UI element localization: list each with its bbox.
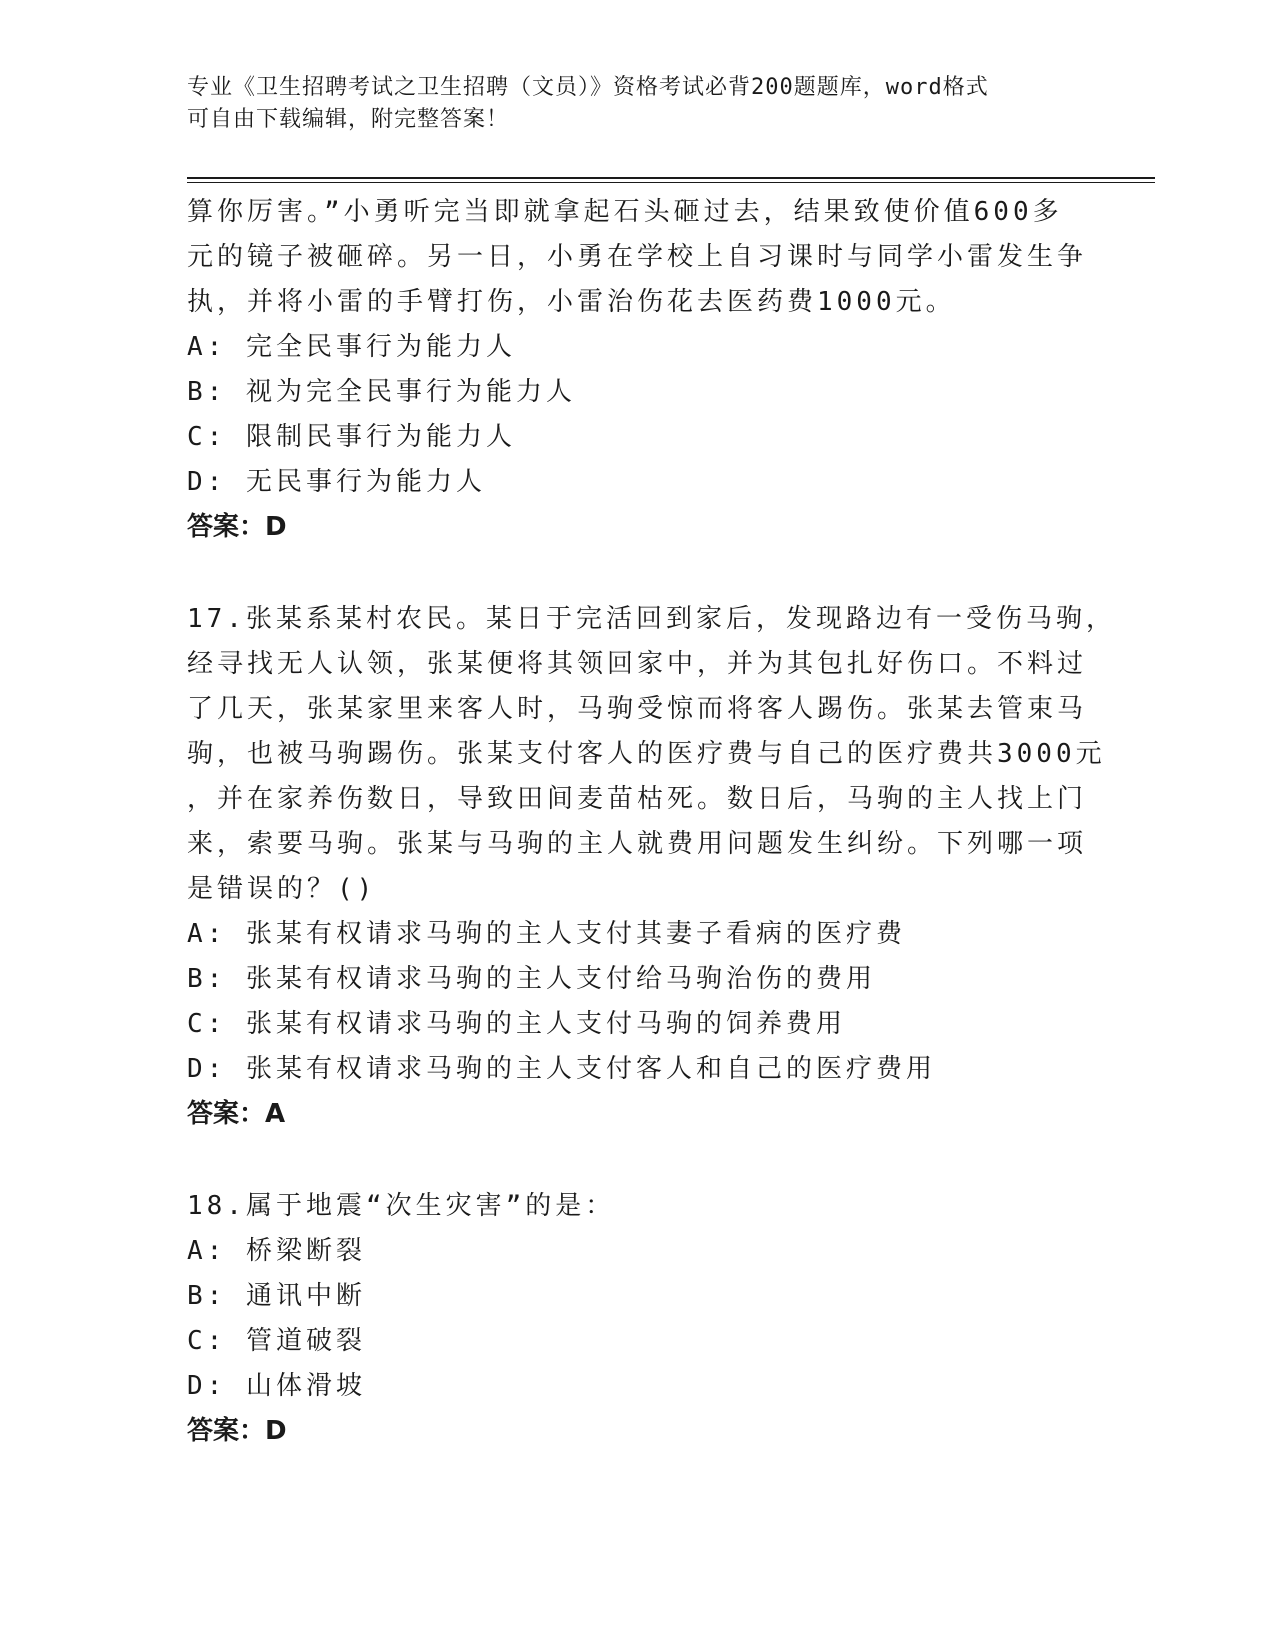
question-text-line: 了几天，张某家里来客人时，马驹受惊而将客人踢伤。张某去管束马	[187, 694, 1088, 724]
header-line-1: 专业《卫生招聘考试之卫生招聘（文员）》资格考试必背200题题库，word格式	[187, 75, 989, 100]
question-text-line: 元的镜子被砸碎。另一日，小勇在学校上自习课时与同学小雷发生争	[187, 242, 1088, 272]
option-d: D: 无民事行为能力人	[187, 467, 486, 497]
option-c: C: 张某有权请求马驹的主人支付马驹的饲养费用	[187, 1009, 846, 1039]
option-a: A: 张某有权请求马驹的主人支付其妻子看病的医疗费	[187, 919, 906, 949]
option-c: C: 管道破裂	[187, 1326, 366, 1356]
option-d: D: 张某有权请求马驹的主人支付客人和自己的医疗费用	[187, 1054, 936, 1084]
header-divider-thick	[187, 177, 1155, 179]
question-text-line: 驹，也被马驹踢伤。张某支付客人的医疗费与自己的医疗费共3000元	[187, 739, 1106, 769]
option-a: A: 完全民事行为能力人	[187, 332, 516, 362]
option-c: C: 限制民事行为能力人	[187, 422, 516, 452]
question-text-line: 执，并将小雷的手臂打伤，小雷治伤花去医药费1000元。	[187, 287, 956, 317]
question-text-line: 算你厉害。”小勇听完当即就拿起石头砸过去，结果致使价值600多	[187, 197, 1063, 227]
document-body	[187, 190, 1116, 1454]
question-16-continued	[187, 190, 1088, 550]
question-spacer	[187, 550, 1077, 597]
question-text-line: 来，索要马驹。张某与马驹的主人就费用问题发生纠纷。下列哪一项	[187, 829, 1088, 859]
question-text-line: ，并在家养伤数日，导致田间麦苗枯死。数日后，马驹的主人找上门	[187, 784, 1088, 814]
option-a: A: 桥梁断裂	[187, 1236, 366, 1266]
option-b: B: 张某有权请求马驹的主人支付给马驹治伤的费用	[187, 964, 876, 994]
question-text-line: 经寻找无人认领，张某便将其领回家中，并为其包扎好伤口。不料过	[187, 649, 1088, 679]
question-text-line: 17.张某系某村农民。某日于完活回到家后，发现路边有一受伤马驹，	[187, 604, 1116, 634]
question-spacer	[187, 1137, 1077, 1184]
question-text-line: 18.属于地震“次生灾害”的是：	[187, 1191, 616, 1221]
question-text-line: 是错误的？()	[187, 874, 377, 904]
option-b: B: 通讯中断	[187, 1281, 366, 1311]
option-b: B: 视为完全民事行为能力人	[187, 377, 576, 407]
answer-label: 答案：D	[187, 512, 287, 542]
question-17	[187, 597, 1116, 1137]
option-d: D: 山体滑坡	[187, 1371, 366, 1401]
answer-label: 答案：D	[187, 1416, 287, 1446]
answer-label: 答案：A	[187, 1099, 286, 1129]
header-divider-thin	[187, 182, 1155, 183]
header-line-2: 可自由下载编辑，附完整答案！	[187, 107, 510, 132]
document-header	[187, 72, 1067, 136]
question-18	[187, 1184, 1077, 1454]
